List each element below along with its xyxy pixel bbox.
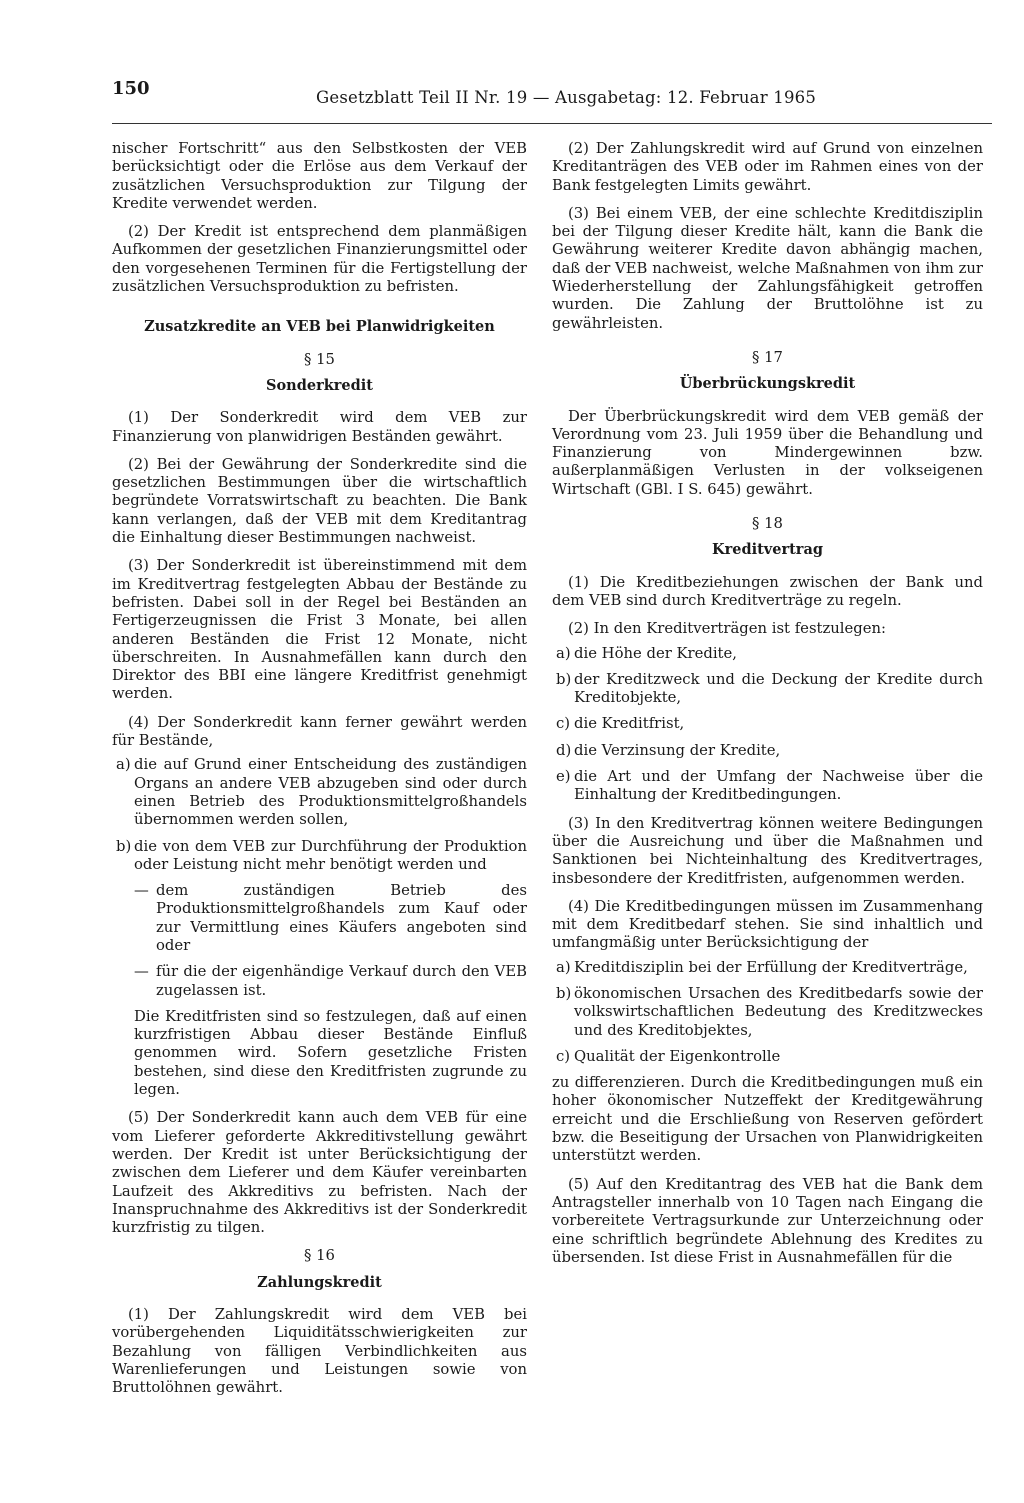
page-header-title: Gesetzblatt Teil II Nr. 19 — Ausgabetag: 12. Februar 1965 bbox=[316, 88, 817, 107]
header-divider bbox=[112, 123, 992, 124]
section-title: Sonderkredit bbox=[266, 376, 373, 394]
paragraph: (1) Der Sonderkredit wird dem VEB zur Finanzierung von planwidrigen Beständen gewährt. bbox=[112, 409, 527, 445]
paragraph: (1) Die Kreditbeziehungen zwischen der Bank und dem VEB sind durch Kreditverträge zu regeln. bbox=[552, 573, 983, 609]
list-item bbox=[112, 756, 527, 829]
list-item-text: die Höhe der Kredite, bbox=[574, 644, 737, 662]
list-marker: d) bbox=[556, 741, 572, 759]
paragraph: Der Überbrückungskredit wird dem VEB gemäß der Verordnung vom 23. Juli 1959 über die Behandlung und Finanzierung von Mindergewinnen bzw. außerplanmäßigen Verlusten in der volkseigenen Wirtschaft (GBl. I S. 645) gewährt. bbox=[552, 407, 983, 498]
section-number: § 15 bbox=[304, 350, 335, 368]
section-number: § 18 bbox=[752, 515, 783, 533]
paragraph: (3) In den Kreditvertrag können weitere Bedingungen über die Ausreichung und über die Maßnahmen und Sanktionen bei Nichteinhaltung des Kreditvertrages, insbesondere der Kreditfristen, aufgenommen werden. bbox=[552, 814, 983, 887]
paragraph: zu differenzieren. Durch die Kreditbedingungen muß ein hoher ökonomischer Nutzeffekt der Kreditgewährung erreicht und die Erschließung von Reserven gefördert bzw. die Beseitigung der Ursachen von Planwidrigkeiten unterstützt werden. bbox=[552, 1074, 983, 1165]
section-title: Überbrückungskredit bbox=[679, 375, 856, 393]
list-item bbox=[552, 671, 983, 708]
list-item-text: Qualität der Eigenkontrolle bbox=[574, 1047, 781, 1065]
section-heading: Zusatzkredite an VEB bei Planwidrigkeiten bbox=[144, 318, 495, 336]
list-marker: b) bbox=[556, 670, 572, 688]
section-number: § 17 bbox=[752, 348, 783, 366]
list-item bbox=[552, 715, 983, 733]
list-item bbox=[112, 838, 527, 875]
paragraph: (1) Der Zahlungskredit wird dem VEB bei vorübergehenden Liquiditätsschwierigkeiten zur Bezahlung von fälligen Verbindlichkeiten aus Warenlieferungen und Leistungen sowie von Bruttolöhnen gewährt. bbox=[112, 1306, 527, 1397]
list-item bbox=[552, 1048, 983, 1066]
paragraph: Die Kreditfristen sind so festzulegen, daß auf einen kurzfristigen Abbau dieser Bestände Einfluß genommen wird. Sofern gesetzliche Fristen bestehen, sind diese den Kreditfristen zugrunde zu legen. bbox=[134, 1007, 527, 1099]
paragraph: (5) Der Sonderkredit kann auch dem VEB für eine vom Lieferer geforderte Akkreditivstellung gewährt werden. Der Kredit ist unter Berücksichtigung der zwischen dem Lieferer und dem Käufer vereinbarten Laufzeit des Akkreditivs zu befristen. Nach der Inanspruchnahme des Akkreditivs ist der Sonderkredit kurzfristig zu tilgen. bbox=[112, 1109, 527, 1237]
section-title: Zahlungskredit bbox=[257, 1273, 382, 1291]
list-item-text: die auf Grund einer Entscheidung des zuständigen Organs an andere VEB abzugeben sind oder durch einen Betrieb des Produktionsmittelgroßhandels übernommen werden sollen, bbox=[134, 756, 527, 829]
paragraph: (2) Der Zahlungskredit wird auf Grund von einzelnen Kreditanträgen des VEB oder im Rahmen eines von der Bank festgelegten Limits gewährt. bbox=[552, 140, 983, 194]
section-number: § 16 bbox=[304, 1247, 335, 1265]
list-item-text: die Kreditfrist, bbox=[574, 715, 685, 733]
list-marker: a) bbox=[556, 958, 571, 976]
list-marker: b) bbox=[556, 984, 572, 1002]
list-item-text: die Art und der Umfang der Nachweise über die Einhaltung der Kreditbedingungen. bbox=[574, 768, 983, 804]
paragraph: (4) Die Kreditbedingungen müssen im Zusammenhang mit dem Kreditbedarf stehen. Sie sind inhaltlich und umfangmäßig unter Berücksichtigung der bbox=[552, 897, 983, 952]
paragraph: nischer Fortschritt“ aus den Selbstkosten der VEB berücksichtigt oder die Erlöse aus dem Verkauf der zusätzlichen Versuchsproduktion zur Tilgung der Kredite verwendet werden. bbox=[112, 140, 527, 212]
list-marker: c) bbox=[556, 1047, 571, 1065]
paragraph: (2) Bei der Gewährung der Sonderkredite sind die gesetzlichen Bestimmungen über die wirtschaftlich begründete Vorratswirtschaft zu beachten. Die Bank kann verlangen, daß der VEB mit dem Kreditantrag die Einhaltung dieser Bestimmungen nachweist. bbox=[112, 455, 527, 547]
list-item-text: die von dem VEB zur Durchführung der Produktion oder Leistung nicht mehr benötigt werden und bbox=[134, 837, 527, 873]
list-marker: e) bbox=[556, 768, 571, 786]
dash-marker: — bbox=[134, 882, 149, 900]
list-marker: c) bbox=[556, 715, 571, 733]
list-subitem bbox=[112, 882, 527, 955]
paragraph: (3) Der Sonderkredit ist übereinstimmend mit dem im Kreditvertrag festgelegten Abbau der Bestände zu befristen. Dabei soll in der Regel bei Beständen an Fertigerzeugnissen die Frist 3 Monate, bei allen anderen Beständen die Frist 12 Monate, nicht überschreiten. In Ausnahmefällen kann durch den Direktor des BBI eine längere Kreditfrist genehmigt werden. bbox=[112, 557, 527, 703]
paragraph: (2) Der Kredit ist entsprechend dem planmäßigen Aufkommen der gesetzlichen Finanzierungsmittel oder den vorgesehenen Terminen für die Fertigstellung der zusätzlichen Versuchsproduktion zu befristen. bbox=[112, 223, 527, 296]
list-item bbox=[552, 742, 983, 760]
left-column bbox=[112, 140, 527, 1408]
list-item bbox=[552, 645, 983, 663]
dash-marker: — bbox=[134, 963, 149, 981]
list-item-text: Kreditdisziplin bei der Erfüllung der Kreditverträge, bbox=[574, 958, 968, 976]
list-item-text: ökonomischen Ursachen des Kreditbedarfs sowie der volkswirtschaftlichen Bedeutung des Kreditzweckes und des Kreditobjektes, bbox=[574, 984, 983, 1039]
list-item-text: der Kreditzweck und die Deckung der Kredite durch Kreditobjekte, bbox=[574, 670, 983, 707]
paragraph: (5) Auf den Kreditantrag des VEB hat die Bank dem Antragsteller innerhalb von 10 Tagen nach Eingang die vorbereitete Vertragsurkunde zur Unterzeichnung oder eine schriftlich begründete Ablehnung des Kredites zu übersenden. Ist diese Frist in Ausnahmefällen für die bbox=[552, 1175, 983, 1266]
list-item bbox=[552, 959, 983, 977]
list-subitem bbox=[112, 963, 527, 1000]
paragraph: (3) Bei einem VEB, der eine schlechte Kreditdisziplin bei der Tilgung dieser Kredite hält, kann die Bank die Gewährung weiterer Kredite davon abhängig machen, daß der VEB nachweist, welche Maßnahmen von ihm zur Wiederherstellung der Zahlungsfähigkeit getroffen wurden. Die Zahlung der Bruttolöhne ist zu gewährleisten. bbox=[552, 204, 983, 332]
paragraph: (4) Der Sonderkredit kann ferner gewährt werden für Bestände, bbox=[112, 713, 527, 750]
list-item bbox=[552, 985, 983, 1040]
list-item-text: dem zuständigen Betrieb des Produktionsmittelgroßhandels zum Kauf oder zur Vermittlung eines Käufers angeboten sind oder bbox=[156, 882, 527, 954]
list-marker: b) bbox=[116, 837, 132, 855]
section-title: Kreditvertrag bbox=[712, 541, 823, 559]
list-item-text: die Verzinsung der Kredite, bbox=[574, 741, 781, 759]
page-number: 150 bbox=[112, 78, 150, 99]
right-column bbox=[552, 140, 983, 1277]
list-marker: a) bbox=[556, 644, 571, 662]
list-item bbox=[552, 768, 983, 805]
list-marker: a) bbox=[116, 756, 131, 774]
list-item-text: für die der eigenhändige Verkauf durch den VEB zugelassen ist. bbox=[156, 963, 527, 999]
paragraph: (2) In den Kreditverträgen ist festzulegen: bbox=[568, 620, 887, 638]
